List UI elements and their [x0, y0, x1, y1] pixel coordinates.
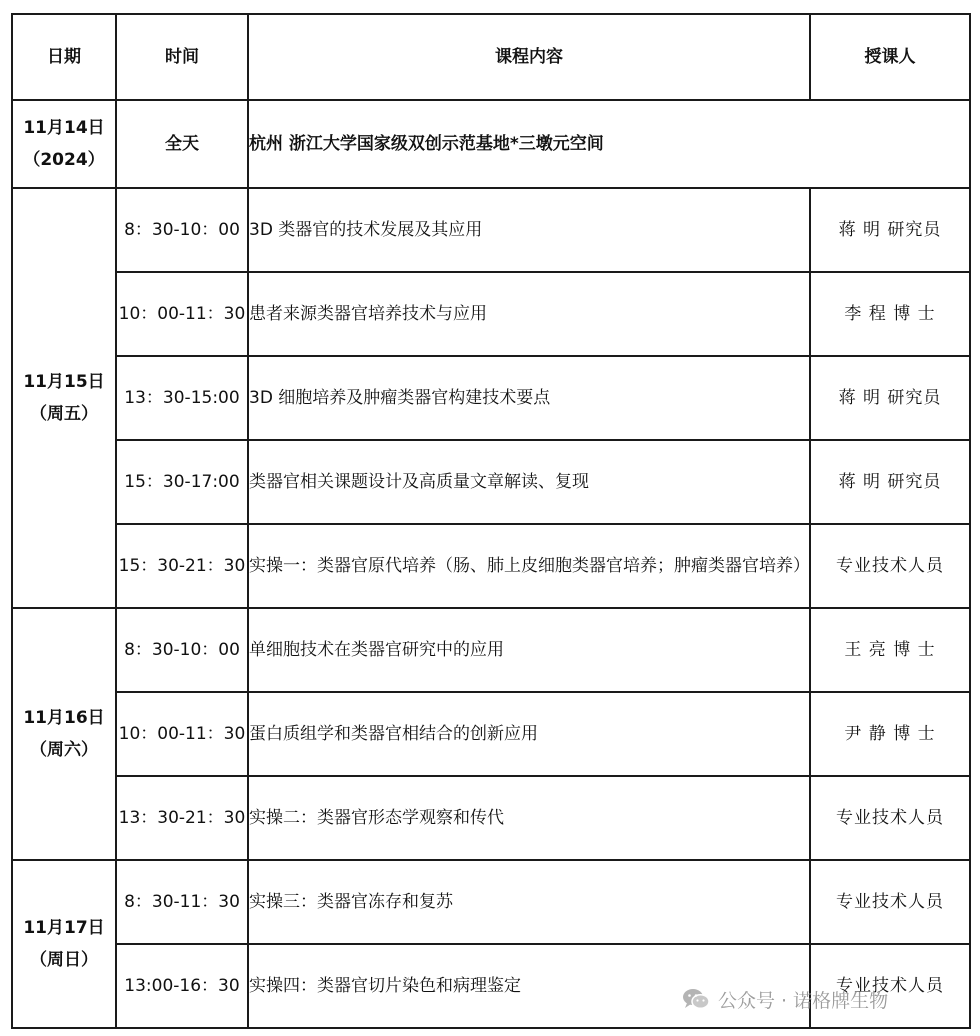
time-cell: 8：30-11：30	[116, 860, 248, 944]
wechat-icon	[682, 987, 710, 1011]
date-cell	[12, 100, 116, 188]
table-row	[12, 356, 970, 440]
content-cell: 单细胞技术在类器官研究中的应用	[248, 608, 810, 692]
content-cell: 蛋白质组学和类器官相结合的创新应用	[248, 692, 810, 776]
date-cell	[12, 860, 116, 1028]
watermark	[682, 984, 888, 1014]
content-cell: 3D 细胞培养及肿瘤类器官构建技术要点	[248, 356, 810, 440]
content-cell: 类器官相关课题设计及高质量文章解读、复现	[248, 440, 810, 524]
time-cell: 15：30-17:00	[116, 440, 248, 524]
teacher-cell: 李 程 博 士	[810, 272, 970, 356]
time-cell: 13:00-16：30	[116, 944, 248, 1028]
date-sublabel: （周六）	[30, 740, 98, 760]
teacher-cell: 专业技术人员	[810, 860, 970, 944]
table-row	[12, 440, 970, 524]
content-cell: 实操一：类器官原代培养（肠、肺上皮细胞类器官培养；肿瘤类器官培养）	[248, 524, 810, 608]
date-cell	[12, 608, 116, 860]
date-label: 11月14日	[23, 117, 105, 138]
table-row	[12, 272, 970, 356]
date-label: 11月16日	[23, 707, 105, 728]
content-cell: 3D 类器官的技术发展及其应用	[248, 188, 810, 272]
header-date: 日期	[12, 14, 116, 100]
teacher-cell: 蒋 明 研究员	[810, 188, 970, 272]
header-row	[12, 14, 970, 100]
content-cell: 患者来源类器官培养技术与应用	[248, 272, 810, 356]
time-cell: 8：30-10：00	[116, 608, 248, 692]
table-row	[12, 776, 970, 860]
time-cell: 10：00-11：30	[116, 272, 248, 356]
teacher-cell: 蒋 明 研究员	[810, 440, 970, 524]
date-cell	[12, 188, 116, 608]
watermark-text: 公众号 · 诺格牌生物	[718, 989, 889, 1012]
teacher-cell: 尹 静 博 士	[810, 692, 970, 776]
date-sublabel: （周五）	[30, 404, 98, 424]
time-cell: 15：30-21：30	[116, 524, 248, 608]
time-cell: 8：30-10：00	[116, 188, 248, 272]
teacher-cell: 王 亮 博 士	[810, 608, 970, 692]
date-sublabel: （周日）	[30, 950, 98, 970]
table-row	[12, 100, 970, 188]
header-content: 课程内容	[248, 14, 810, 100]
teacher-cell: 蒋 明 研究员	[810, 356, 970, 440]
content-cell: 实操四：类器官切片染色和病理鉴定	[248, 944, 810, 1028]
course-schedule-table	[11, 13, 971, 1029]
table-row	[12, 608, 970, 692]
time-cell: 10：00-11：30	[116, 692, 248, 776]
time-cell: 13：30-15:00	[116, 356, 248, 440]
content-cell: 杭州 浙江大学国家级双创示范基地*三墩元空间	[248, 100, 970, 188]
time-cell: 全天	[116, 100, 248, 188]
table-row	[12, 524, 970, 608]
teacher-cell: 专业技术人员	[810, 776, 970, 860]
date-label: 11月15日	[23, 371, 105, 392]
date-sublabel: （2024）	[23, 150, 105, 170]
header-teacher: 授课人	[810, 14, 970, 100]
table-row	[12, 188, 970, 272]
table-row	[12, 692, 970, 776]
table-row	[12, 860, 970, 944]
time-cell: 13：30-21：30	[116, 776, 248, 860]
teacher-cell: 专业技术人员	[810, 524, 970, 608]
content-cell: 实操三：类器官冻存和复苏	[248, 860, 810, 944]
header-time: 时间	[116, 14, 248, 100]
content-cell: 实操二：类器官形态学观察和传代	[248, 776, 810, 860]
date-label: 11月17日	[23, 917, 105, 938]
teacher-cell: 专业技术人员	[810, 944, 970, 1028]
